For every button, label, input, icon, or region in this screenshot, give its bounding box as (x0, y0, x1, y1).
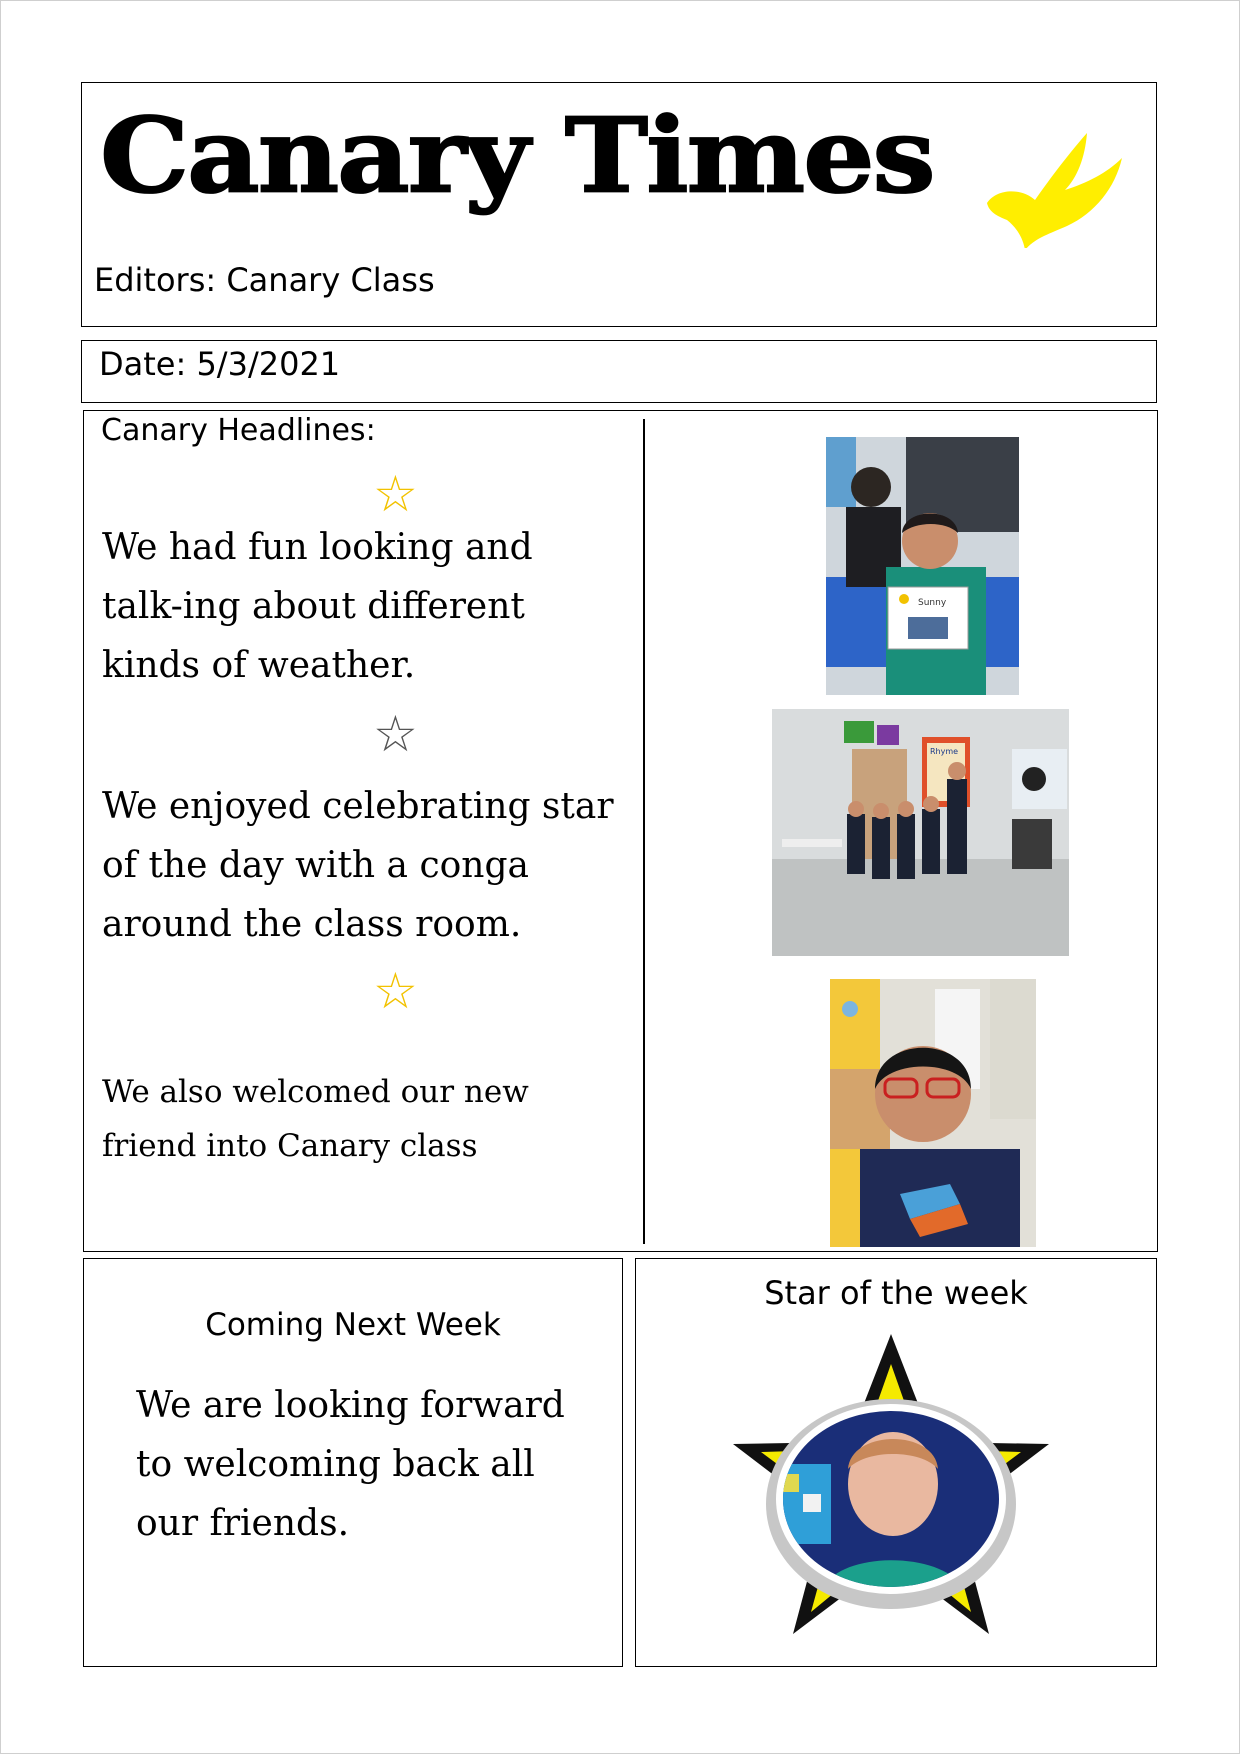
editors-line: Editors: Canary Class (94, 261, 435, 299)
photo-card-caption: Sunny (918, 598, 947, 608)
star-icon: ☆ (373, 465, 418, 523)
canary-bird-icon (977, 128, 1122, 248)
coming-next-week-text: We are looking forward to welcoming back all our friends. (136, 1385, 565, 1544)
star-icon: ☆ (373, 705, 418, 763)
photo-weather-activity (826, 437, 1019, 695)
headline-story: We also welcomed our new friend into Canary class (102, 1074, 529, 1164)
headlines-label: Canary Headlines: (101, 413, 376, 448)
coming-next-week-box (83, 1258, 623, 1667)
star-of-the-week-box (635, 1258, 1157, 1667)
headline-story: We enjoyed celebrating star of the day with a conga around the class room. (102, 786, 614, 945)
headlines-section (83, 410, 1158, 1252)
newsletter-title: Canary Times (100, 95, 934, 217)
photo-wall-label: Rhyme (930, 747, 959, 756)
date-box (81, 340, 1157, 403)
coming-next-week-title: Coming Next Week (205, 1307, 501, 1343)
issue-date: Date: 5/3/2021 (99, 345, 341, 383)
star-icon: ☆ (373, 962, 418, 1020)
star-of-the-week-title: Star of the week (764, 1274, 1028, 1312)
photo-conga-line (772, 709, 1069, 956)
column-divider (643, 419, 645, 1244)
star-of-the-week-badge (721, 1334, 1061, 1664)
photo-new-friend (830, 979, 1036, 1247)
headline-story: We had fun looking and talk-ing about different kinds of weather. (102, 527, 533, 686)
masthead (81, 82, 1157, 327)
